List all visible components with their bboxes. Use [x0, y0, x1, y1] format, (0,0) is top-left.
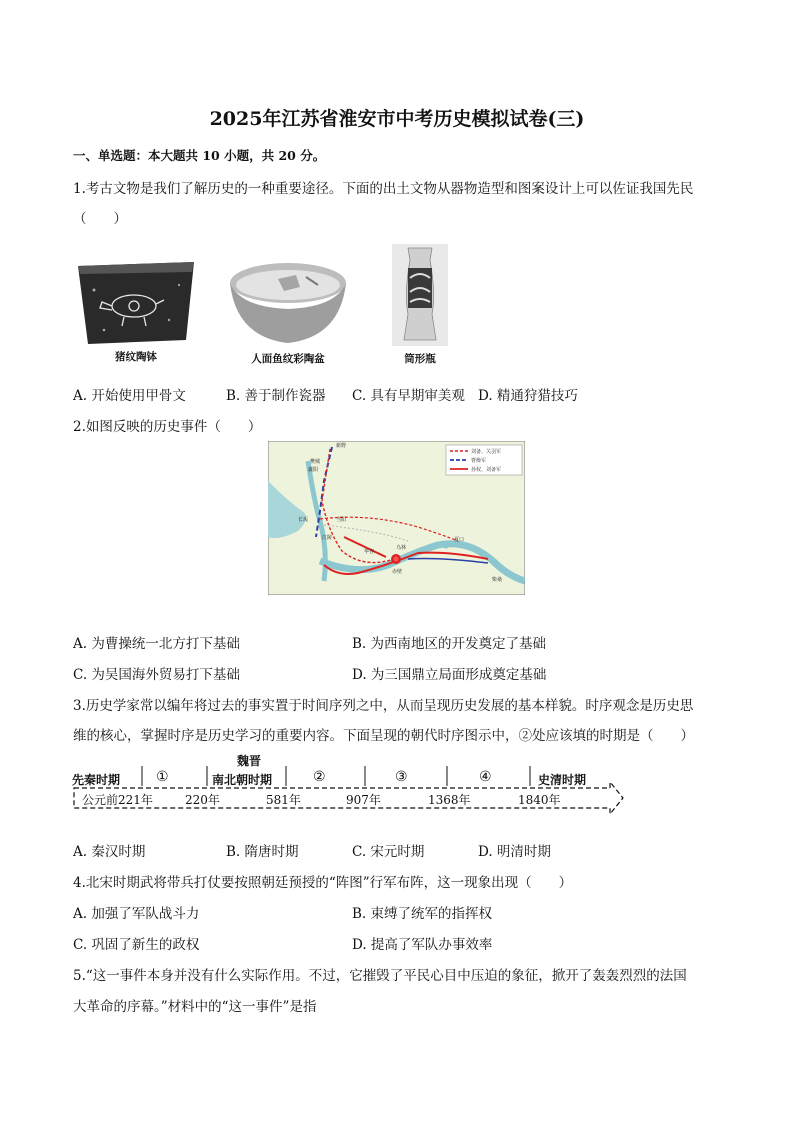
timeline-year: 581年	[266, 793, 301, 807]
q4-option-b[interactable]: B. 束缚了统军的指挥权	[352, 906, 493, 922]
timeline-year: 220年	[185, 793, 220, 807]
map-place-label: 柴桑	[492, 577, 503, 583]
q5-stem-line1: 5.“这一事件本身并没有什么实际作用。不过，它摧毁了平民心目中压迫的象征，掀开了轰轰烈烈的法国	[73, 968, 687, 984]
q3-option-a[interactable]: A. 秦汉时期	[73, 844, 146, 860]
section-heading: 一、单选题：本大题共 10 小题，共 20 分。	[73, 148, 326, 163]
caption-fish-basin: 人面鱼纹彩陶盆	[251, 353, 325, 365]
map-place-label: 赤壁	[392, 569, 403, 575]
q4-stem: 4.北宋时期武将带兵打仗要按照朝廷预授的“阵图”行军布阵，这一现象出现（ ）	[73, 875, 573, 891]
q2-stem: 2.如图反映的历史事件（ ）	[73, 419, 262, 435]
map-legend-label: 刘备、关羽军	[471, 449, 502, 455]
q3-option-c[interactable]: C. 宋元时期	[352, 844, 425, 860]
map-place-label: 樊城	[310, 459, 321, 465]
map-legend-label: 曹操军	[471, 458, 487, 464]
caption-tubular-vase: 筒形瓶	[404, 353, 436, 365]
timeline-year: 公元前221年	[82, 793, 153, 807]
exam-title: 2025年江苏省淮安市中考历史模拟试卷(三)	[209, 108, 585, 130]
timeline-label-pre-qin: 先秦时期	[72, 773, 121, 787]
q1-stem-line1: 1.考古文物是我们了解历史的一种重要途径。下面的出土文物从器物造型和图案设计上可以佐证我国先民	[73, 181, 694, 197]
map-place-label: 江陵	[322, 535, 333, 541]
q4-option-a[interactable]: A. 加强了军队战斗力	[73, 906, 200, 922]
q3-stem-line2: 维的核心，掌握时序是历史学习的重要内容。下面呈现的朝代时序图示中，②处应该填的时期是（ ）	[73, 728, 694, 744]
map-place-label: 新野	[336, 443, 347, 449]
q1-option-b[interactable]: B. 善于制作瓷器	[226, 388, 326, 404]
q1-option-c[interactable]: C. 具有早期审美观	[352, 388, 465, 404]
q1-option-a[interactable]: A. 开始使用甲骨文	[73, 388, 186, 404]
q3-stem-line1: 3.历史学家常以编年将过去的事实置于时间序列之中，从而呈现历史发展的基本样貌。时序观念是历史思	[73, 698, 694, 714]
map-place-label: 夏口	[454, 537, 465, 543]
q2-option-a[interactable]: A. 为曹操统一北方打下基础	[73, 636, 240, 652]
q3-option-b[interactable]: B. 隋唐时期	[226, 844, 299, 860]
timeline-year: 1840年	[518, 793, 561, 807]
q1-option-d[interactable]: D. 精通狩猎技巧	[478, 388, 578, 404]
fish-face-basin-image	[226, 257, 350, 347]
caption-pig-bowl: 猪纹陶钵	[115, 351, 157, 363]
timeline-label-late-qing: 史清时期	[538, 773, 587, 787]
map-place-label: 当阳	[336, 517, 347, 523]
battle-map-image	[268, 441, 525, 595]
timeline-year: 907年	[346, 793, 381, 807]
q4-option-c[interactable]: C. 巩固了新生的政权	[73, 937, 200, 953]
timeline-year: 1368年	[428, 793, 471, 807]
map-place-label: 襄阳	[308, 467, 319, 473]
map-place-label: 乌林	[396, 545, 407, 551]
timeline-label-southern-northern: 南北朝时期	[212, 773, 273, 787]
timeline-slot-2: ②	[313, 769, 326, 785]
q4-option-d[interactable]: D. 提高了军队办事效率	[352, 937, 493, 953]
timeline-label-wei-jin: 魏晋	[237, 754, 262, 768]
timeline-slot-3: ③	[395, 769, 408, 785]
tubular-vase-image	[392, 244, 448, 346]
pig-pottery-bowl-image	[74, 260, 198, 346]
timeline-slot-4: ④	[479, 769, 492, 785]
timeline-slot-1: ①	[156, 769, 169, 785]
q2-option-b[interactable]: B. 为西南地区的开发奠定了基础	[352, 636, 547, 652]
map-place-label: 华容	[364, 549, 375, 555]
q3-option-d[interactable]: D. 明清时期	[478, 844, 551, 860]
q1-stem-line2: （ ）	[73, 211, 127, 227]
q5-stem-line2: 大革命的序幕。”材料中的“这一事件”是指	[73, 999, 317, 1015]
q2-option-c[interactable]: C. 为吴国海外贸易打下基础	[73, 667, 240, 683]
q2-option-d[interactable]: D. 为三国鼎立局面形成奠定基础	[352, 667, 547, 683]
dynasty-timeline	[70, 754, 630, 814]
map-legend-label: 孙权、刘备军	[471, 467, 502, 473]
map-place-label: 长坂	[298, 517, 309, 523]
